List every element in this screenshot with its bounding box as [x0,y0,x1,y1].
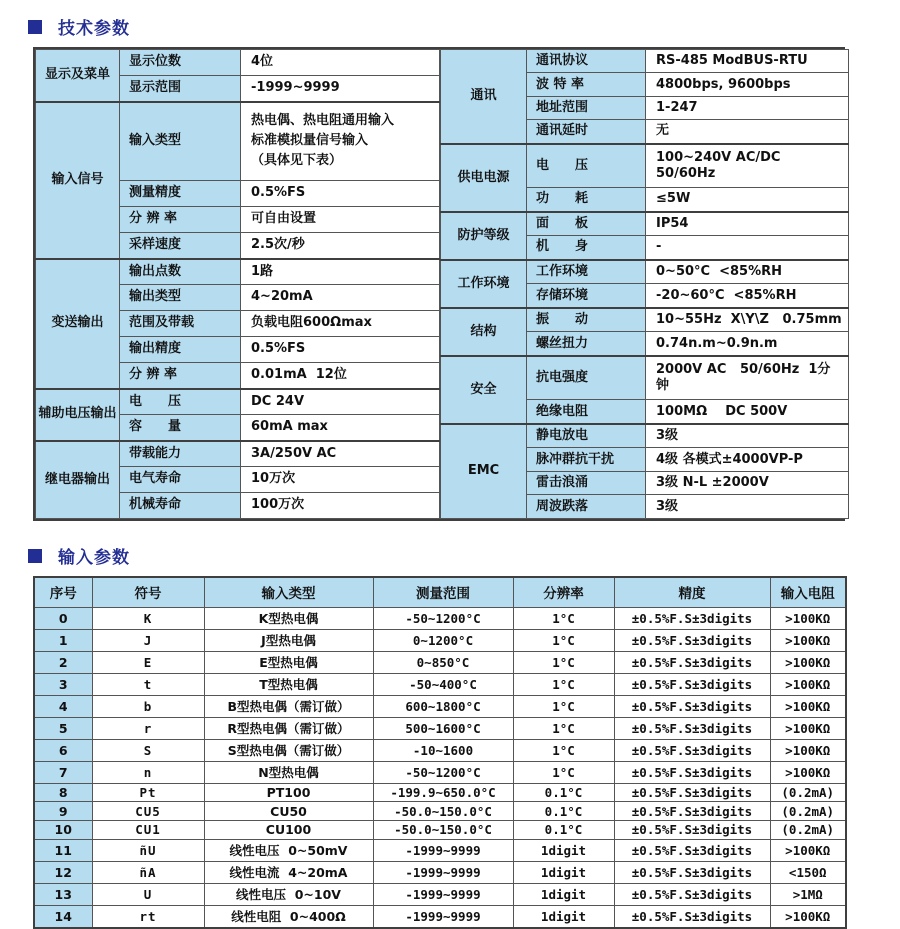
input-type-cell: 线性电压 0~50mV [204,839,373,861]
column-header: 符号 [92,577,204,607]
input-resistance-cell: >100KΩ [770,695,846,717]
spec-label-cell: 测量精度 [120,181,241,207]
spec-label-cell: 电气寿命 [120,467,241,493]
spec-label-cell: 范围及带载 [120,311,241,337]
table-row [34,783,846,802]
table-row [34,739,846,761]
input-params-table [33,576,847,929]
table-row [34,651,846,673]
table-row [34,861,846,883]
input-resistance-cell: <150Ω [770,861,846,883]
input-type-cell: CU100 [204,821,373,840]
spec-label-cell: 分 辨 率 [120,207,241,233]
accuracy-cell: ±0.5%F.S±3digits [614,629,770,651]
range-cell: -50~1200°C [373,761,513,783]
row-index-cell: 3 [34,673,92,695]
input-resistance-cell: >100KΩ [770,717,846,739]
spec-value-cell: -20~60°C <85%RH [646,284,849,308]
input-type-cell: 线性电流 4~20mA [204,861,373,883]
spec-label-cell: 波 特 率 [527,73,646,96]
resolution-cell: 0.1°C [513,802,614,821]
column-header: 精度 [614,577,770,607]
accuracy-cell: ±0.5%F.S±3digits [614,607,770,629]
spec-value-cell [241,102,440,181]
spec-value-line: 标准模拟量信号输入 [251,133,369,149]
spec-label-cell: 采样速度 [120,233,241,259]
table-row [441,308,849,332]
accuracy-cell: ±0.5%F.S±3digits [614,673,770,695]
resolution-cell: 1°C [513,673,614,695]
spec-value-cell: 100MΩ DC 500V [646,400,849,424]
spec-value-cell: 0.01mA 12位 [241,363,440,389]
spec-label-cell: 显示范围 [120,76,241,102]
input-resistance-cell: >100KΩ [770,739,846,761]
row-index-cell: 2 [34,651,92,673]
spec-label-cell: 容 量 [120,415,241,441]
spec-value-cell: 4级 各模式±4000VP-P [646,448,849,471]
symbol-cell: U [92,883,204,905]
table-row [34,802,846,821]
spec-label-cell: 地址范围 [527,96,646,119]
spec-value-cell: RS-485 ModBUS-RTU [646,50,849,73]
spec-value-cell: 无 [646,120,849,144]
row-index-cell: 13 [34,883,92,905]
input-params-title [28,543,867,568]
accuracy-cell: ±0.5%F.S±3digits [614,651,770,673]
spec-group-cell: 防护等级 [441,212,527,260]
table-row [34,717,846,739]
input-type-cell: CU50 [204,802,373,821]
spec-value-cell: 4位 [241,50,440,76]
table-row [36,441,440,467]
input-resistance-cell: >1MΩ [770,883,846,905]
input-resistance-cell: (0.2mA) [770,783,846,802]
symbol-cell: K [92,607,204,629]
spec-group-cell: 通讯 [441,50,527,144]
table-row [34,839,846,861]
table-row [441,260,849,284]
input-type-cell: B型热电偶（需订做） [204,695,373,717]
table-row [34,607,846,629]
spec-label-cell: 电 压 [120,389,241,415]
range-cell: -50.0~150.0°C [373,821,513,840]
resolution-cell: 0.1°C [513,821,614,840]
table-row [34,673,846,695]
spec-group-cell: 供电电源 [441,144,527,212]
table-row [34,695,846,717]
row-index-cell: 8 [34,783,92,802]
range-cell: 500~1600°C [373,717,513,739]
accuracy-cell: ±0.5%F.S±3digits [614,783,770,802]
spec-group-cell: 变送输出 [36,259,120,389]
input-resistance-cell: >100KΩ [770,607,846,629]
input-type-cell: R型热电偶（需订做） [204,717,373,739]
resolution-cell: 1digit [513,861,614,883]
range-cell: -10~1600 [373,739,513,761]
symbol-cell: n [92,761,204,783]
symbol-cell: ñA [92,861,204,883]
range-cell: -50.0~150.0°C [373,802,513,821]
table-row [36,259,440,285]
section-bullet-icon [28,20,42,34]
resolution-cell: 1°C [513,739,614,761]
column-header: 序号 [34,577,92,607]
spec-label-cell: 通讯协议 [527,50,646,73]
column-header: 分辨率 [513,577,614,607]
spec-label-cell: 分 辨 率 [120,363,241,389]
spec-value-cell: 2000V AC 50/60Hz 1分钟 [646,356,849,400]
input-resistance-cell: >100KΩ [770,673,846,695]
spec-label-cell: 存储环境 [527,284,646,308]
input-type-cell: K型热电偶 [204,607,373,629]
input-type-cell: 线性电阻 0~400Ω [204,905,373,928]
spec-value-cell: DC 24V [241,389,440,415]
spec-value-cell: - [646,236,849,260]
resolution-cell: 1°C [513,761,614,783]
symbol-cell: rt [92,905,204,928]
spec-label-cell: 功 耗 [527,188,646,212]
spec-label-cell: 抗电强度 [527,356,646,400]
row-index-cell: 12 [34,861,92,883]
symbol-cell: ñU [92,839,204,861]
tech-params-left-table [35,49,440,519]
symbol-cell: CU5 [92,802,204,821]
spec-group-cell: 辅助电压输出 [36,389,120,441]
resolution-cell: 1°C [513,629,614,651]
spec-value-cell: IP54 [646,212,849,236]
spec-group-cell: 继电器输出 [36,441,120,519]
column-header: 测量范围 [373,577,513,607]
input-resistance-cell: >100KΩ [770,839,846,861]
spec-value-cell: 3A/250V AC [241,441,440,467]
row-index-cell: 6 [34,739,92,761]
spec-label-cell: 电 压 [527,144,646,188]
column-header: 输入电阻 [770,577,846,607]
resolution-cell: 1°C [513,695,614,717]
spec-value-cell: ≤5W [646,188,849,212]
table-row [441,144,849,188]
spec-value-cell: 3级 N-L ±2000V [646,471,849,494]
spec-value-cell: 4~20mA [241,285,440,311]
spec-value-cell: 0~50°C <85%RH [646,260,849,284]
symbol-cell: b [92,695,204,717]
input-resistance-cell: (0.2mA) [770,802,846,821]
spec-label-cell: 工作环境 [527,260,646,284]
spec-value-cell: -1999~9999 [241,76,440,102]
row-index-cell: 9 [34,802,92,821]
table-row [34,883,846,905]
accuracy-cell: ±0.5%F.S±3digits [614,739,770,761]
spec-label-cell: 螺丝扭力 [527,332,646,356]
symbol-cell: J [92,629,204,651]
resolution-cell: 1°C [513,607,614,629]
resolution-cell: 1digit [513,905,614,928]
table-row [441,424,849,448]
accuracy-cell: ±0.5%F.S±3digits [614,905,770,928]
spec-label-cell: 输出点数 [120,259,241,285]
table-row [34,761,846,783]
spec-group-cell: 显示及菜单 [36,50,120,102]
spec-value-cell: 3级 [646,495,849,519]
accuracy-cell: ±0.5%F.S±3digits [614,839,770,861]
input-resistance-cell: (0.2mA) [770,821,846,840]
tech-params-right-table [440,49,849,519]
spec-label-cell: 通讯延时 [527,120,646,144]
spec-label-cell: 带载能力 [120,441,241,467]
spec-value-cell: 0.74n.m~0.9n.m [646,332,849,356]
row-index-cell: 5 [34,717,92,739]
spec-value-cell: 60mA max [241,415,440,441]
table-row [441,212,849,236]
spec-value-cell: 100~240V AC/DC 50/60Hz [646,144,849,188]
row-index-cell: 14 [34,905,92,928]
row-index-cell: 1 [34,629,92,651]
spec-value-cell: 10~55Hz X\Y\Z 0.75mm [646,308,849,332]
resolution-cell: 1digit [513,883,614,905]
row-index-cell: 0 [34,607,92,629]
spec-value-cell: 10万次 [241,467,440,493]
spec-label-cell: 面 板 [527,212,646,236]
spec-label-cell: 机 身 [527,236,646,260]
range-cell: 0~1200°C [373,629,513,651]
input-type-cell: T型热电偶 [204,673,373,695]
range-cell: 0~850°C [373,651,513,673]
resolution-cell: 1digit [513,839,614,861]
table-row [441,50,849,73]
spec-value-cell: 1-247 [646,96,849,119]
range-cell: -1999~9999 [373,905,513,928]
spec-group-cell: 结构 [441,308,527,356]
accuracy-cell: ±0.5%F.S±3digits [614,802,770,821]
table-row [36,102,440,181]
row-index-cell: 4 [34,695,92,717]
row-index-cell: 10 [34,821,92,840]
table-row [36,50,440,76]
row-index-cell: 11 [34,839,92,861]
resolution-cell: 1°C [513,717,614,739]
accuracy-cell: ±0.5%F.S±3digits [614,861,770,883]
input-resistance-cell: >100KΩ [770,629,846,651]
spec-value-cell: 2.5次/秒 [241,233,440,259]
range-cell: -199.9~650.0°C [373,783,513,802]
range-cell: -1999~9999 [373,883,513,905]
input-type-cell: J型热电偶 [204,629,373,651]
accuracy-cell: ±0.5%F.S±3digits [614,821,770,840]
table-row [34,629,846,651]
spec-value-cell: 1路 [241,259,440,285]
spec-value-cell: 4800bps, 9600bps [646,73,849,96]
range-cell: -1999~9999 [373,839,513,861]
spec-value-cell: 0.5%FS [241,337,440,363]
range-cell: -1999~9999 [373,861,513,883]
symbol-cell: r [92,717,204,739]
symbol-cell: S [92,739,204,761]
spec-group-cell: 工作环境 [441,260,527,308]
spec-value-cell: 负载电阻600Ωmax [241,311,440,337]
table-row [34,821,846,840]
accuracy-cell: ±0.5%F.S±3digits [614,883,770,905]
range-cell: -50~1200°C [373,607,513,629]
input-type-cell: PT100 [204,783,373,802]
resolution-cell: 1°C [513,651,614,673]
spec-label-cell: 周波跌落 [527,495,646,519]
spec-value-line: （具体见下表） [251,153,343,169]
spec-value-cell: 0.5%FS [241,181,440,207]
spec-group-cell: 安全 [441,356,527,424]
row-index-cell: 7 [34,761,92,783]
spec-label-cell: 显示位数 [120,50,241,76]
symbol-cell: E [92,651,204,673]
accuracy-cell: ±0.5%F.S±3digits [614,761,770,783]
symbol-cell: Pt [92,783,204,802]
spec-label-cell: 输出精度 [120,337,241,363]
input-table-header-row [34,577,846,607]
symbol-cell: t [92,673,204,695]
spec-group-cell: 输入信号 [36,102,120,259]
spec-group-cell: EMC [441,424,527,519]
input-type-cell: N型热电偶 [204,761,373,783]
tech-params-title [28,14,867,39]
input-type-cell: S型热电偶（需订做） [204,739,373,761]
spec-label-cell: 脉冲群抗干扰 [527,448,646,471]
table-row [36,389,440,415]
section-bullet-icon [28,549,42,563]
accuracy-cell: ±0.5%F.S±3digits [614,717,770,739]
input-type-cell: E型热电偶 [204,651,373,673]
symbol-cell: CU1 [92,821,204,840]
input-resistance-cell: >100KΩ [770,761,846,783]
section-title-text: 技术参数 [58,19,130,39]
accuracy-cell: ±0.5%F.S±3digits [614,695,770,717]
range-cell: -50~400°C [373,673,513,695]
resolution-cell: 0.1°C [513,783,614,802]
spec-label-cell: 振 动 [527,308,646,332]
range-cell: 600~1800°C [373,695,513,717]
input-resistance-cell: >100KΩ [770,651,846,673]
spec-value-cell: 可自由设置 [241,207,440,233]
tech-params-table [33,47,845,521]
spec-value-cell: 3级 [646,424,849,448]
column-header: 输入类型 [204,577,373,607]
spec-label-cell: 输出类型 [120,285,241,311]
input-type-cell: 线性电压 0~10V [204,883,373,905]
spec-label-cell: 机械寿命 [120,493,241,519]
spec-value-cell: 100万次 [241,493,440,519]
spec-label-cell: 静电放电 [527,424,646,448]
input-resistance-cell: >100KΩ [770,905,846,928]
table-row [441,356,849,400]
spec-label-cell: 绝缘电阻 [527,400,646,424]
section-title-text: 输入参数 [58,548,130,568]
spec-label-cell: 输入类型 [120,102,241,181]
spec-label-cell: 雷击浪涌 [527,471,646,494]
spec-value-line: 热电偶、热电阻通用输入 [251,113,395,129]
